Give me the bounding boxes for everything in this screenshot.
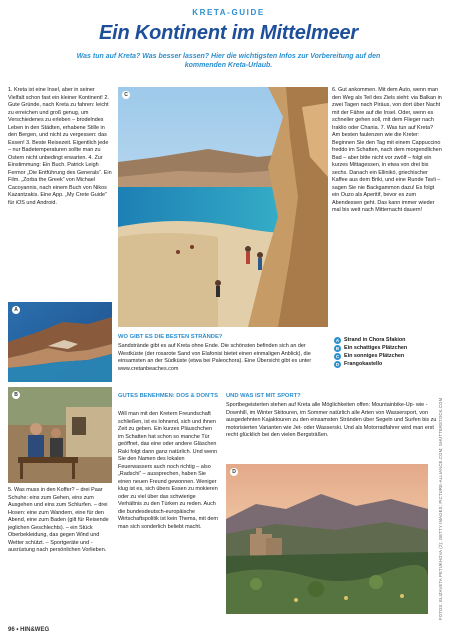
- photo-b-image: [8, 387, 112, 483]
- photo-c-image: [118, 87, 328, 327]
- photo-a-image: [8, 302, 112, 382]
- legend-label: Ein schattiges Plätzchen: [344, 345, 408, 352]
- photo-a-badge: A: [12, 306, 20, 314]
- subtitle: Was tun auf Kreta? Was besser lassen? Hier die wichtigsten Infos zur Vorbereitung auf den kommenden Kreta-Urlaub.: [76, 53, 381, 70]
- luggage-text: 5. Was muss in den Koffer? – drei Paar Schuhe: eins zum Gehen, eins zum Ausgehen und eins zum Schlurfen. – drei Hosen: eine zum Wandern, eine für den Abend, eine zum Baden (gilt für Reisende jeglichen Geschlechts). – ein Stück Oberbekleidung, das gegen Wind und Wetter schützt. – Sportgeräte und -ausrüstung nach persönlichen Vorlieben.: [8, 487, 109, 554]
- photo-credit: FOTOS: ELIZAVETA PETUKHOVA (2); GETTY IMAGES; PICTURE-ALLIANCE.COM; SHUTTERSTOCK.COM: [438, 397, 443, 620]
- page-footer: 96 • HIN&WEG: [8, 627, 50, 633]
- photo-d-badge: D: [230, 468, 238, 476]
- sport-title: UND WAS IST MIT SPORT?: [226, 393, 301, 399]
- sport-text: Sportbegeisterten stehen auf Kreta alle Möglichkeiten offen: Mountainbike-Up- wie -Downhill, im Winter Skitouren, im Sommer natürlich alle Arten von Wassersport, von ausgedehnten Kajaktouren zu den einsamsten Stränden über Segeln und Surfen bis zu motorisierten Varianten wie Jet- oder Wasserski. Und als Motorradfahrer wird man erst recht glücklich bei den vielen Bergsträßen.: [226, 402, 437, 439]
- beaches-title: WO GIBT ES DIE BESTEN STRÄNDE?: [118, 334, 223, 340]
- photo-d-image: [226, 464, 428, 614]
- legend-item: [334, 360, 444, 368]
- photo-a: [8, 302, 112, 382]
- photo-b: [8, 387, 112, 483]
- legend-label: Strand in Chora Sfakion: [344, 337, 406, 343]
- legend-item: [334, 336, 444, 344]
- legend-label: Frangokastello: [344, 361, 383, 368]
- page-title: Ein Kontinent im Mittelmeer: [98, 22, 359, 44]
- manners-text: Will man mit den Kretern Freundschaft schließen, ist es lohnend, sich und ihnen Zeit zu geben. Ein kurzes Pläuschchen im Schatten hat schon so manche Tür geöffnet, das eine oder andere Gläschen Raki folgt dann ganz natürlich. Und wenn Sie den Namen des lokalen Feuerwassers auch noch richtig – also „Radschi“ – aussprechen, haben Sie einen neuen Freund gewonnen. Weniger klug ist es, sich übers Essen zu mokieren oder zu viel über das schwierige Verhältnis zu den Türken zu reden. Auch die bundesdeutsch-europäische Wirtschaftspolitik ist kein Thema, mit dem man sich sonderlich beliebt macht.: [118, 411, 218, 530]
- legend-letter: C: [335, 353, 340, 359]
- beaches-text: Sandstrände gibt es auf Kreta ohne Ende. Die schönsten befinden sich an der Westküste (der rosarote Sand von Elafonisi bietet einen einmaligen Anblick), die einsamsten an der Südküste (etwa bei Paleochora). Eine Übersicht gibt es unter www.cretanbeaches.com: [118, 343, 312, 372]
- kicker: KRETA-GUIDE: [192, 8, 265, 17]
- photo-c-badge: C: [122, 91, 130, 99]
- photo-d: [226, 464, 428, 614]
- legend-item: [334, 344, 444, 352]
- photo-c: [118, 87, 328, 327]
- right-column-text: 6. Gut ankommen. Mit dem Auto, wenn man den Weg als Teil des Ziels sieht: via Balkan in zwei Tagen nach Piräus, von dort über Nacht mit der Fähre auf die Insel. Oder, wenn es schneller gehen soll, mit dem Flieger nach Iraklio oder Chania. 7. Was tun auf Kreta? Am besten faulenzen wie die Kreter: Beginnen Sie den Tag mit einem Cappuccino freddo im Schatten, nach dem morgendlichen Bad – aber bitte nicht vor zwölf – folgt ein kurzes Mittagessen, in etwa von drei bis sechs. Danach ein Ellinikó, griechischer Kaffee aus dem Briki, und eine Runde Tavli – sagen Sie nie Backgammon dazu! Es folgt ein Ouzo als Aperitif, bevor es zum Abendessen geht. Das kann immer wieder mal bis weit nach Mitternacht dauern!: [332, 87, 442, 214]
- legend-letter: A: [335, 337, 340, 343]
- legend-letter: D: [335, 361, 340, 367]
- photo-b-badge: B: [12, 391, 20, 399]
- photo-legend: [334, 336, 444, 368]
- legend-label: Ein sonniges Plätzchen: [344, 353, 405, 360]
- left-column-text: 1. Kreta ist eine Insel, aber in seiner Vielfalt schon fast ein kleiner Kontinent! 2. Gute Gründe, nach Kreta zu fahren: leicht zu erreichen und groß genug, um Verschiedenes zu erleben – brodelndes Leben in den Städten, erhabene Stille in den Bergen, und nicht zu vergessen: das Essen! 3. Beste Reisezeit. Eigentlich jede – nur Badetemperaturen sollte man zu Ostern nicht unbedingt erwarten. 4. Zur Einstimmung: Ein Buch. Patrick Leigh Fermor „Die Entführung des Generals“. Ein Film. „Zorba the Greek“ von Michael Cacoyannis, nach einem Buch von Nikos Kazantzakis. Eine App. „My Crete Guide“ für iOS und Android.: [8, 87, 112, 206]
- legend-letter: B: [335, 345, 340, 351]
- manners-title: GUTES BENEHMEN: DOS & DON'TS: [118, 393, 218, 399]
- legend-item: [334, 352, 444, 360]
